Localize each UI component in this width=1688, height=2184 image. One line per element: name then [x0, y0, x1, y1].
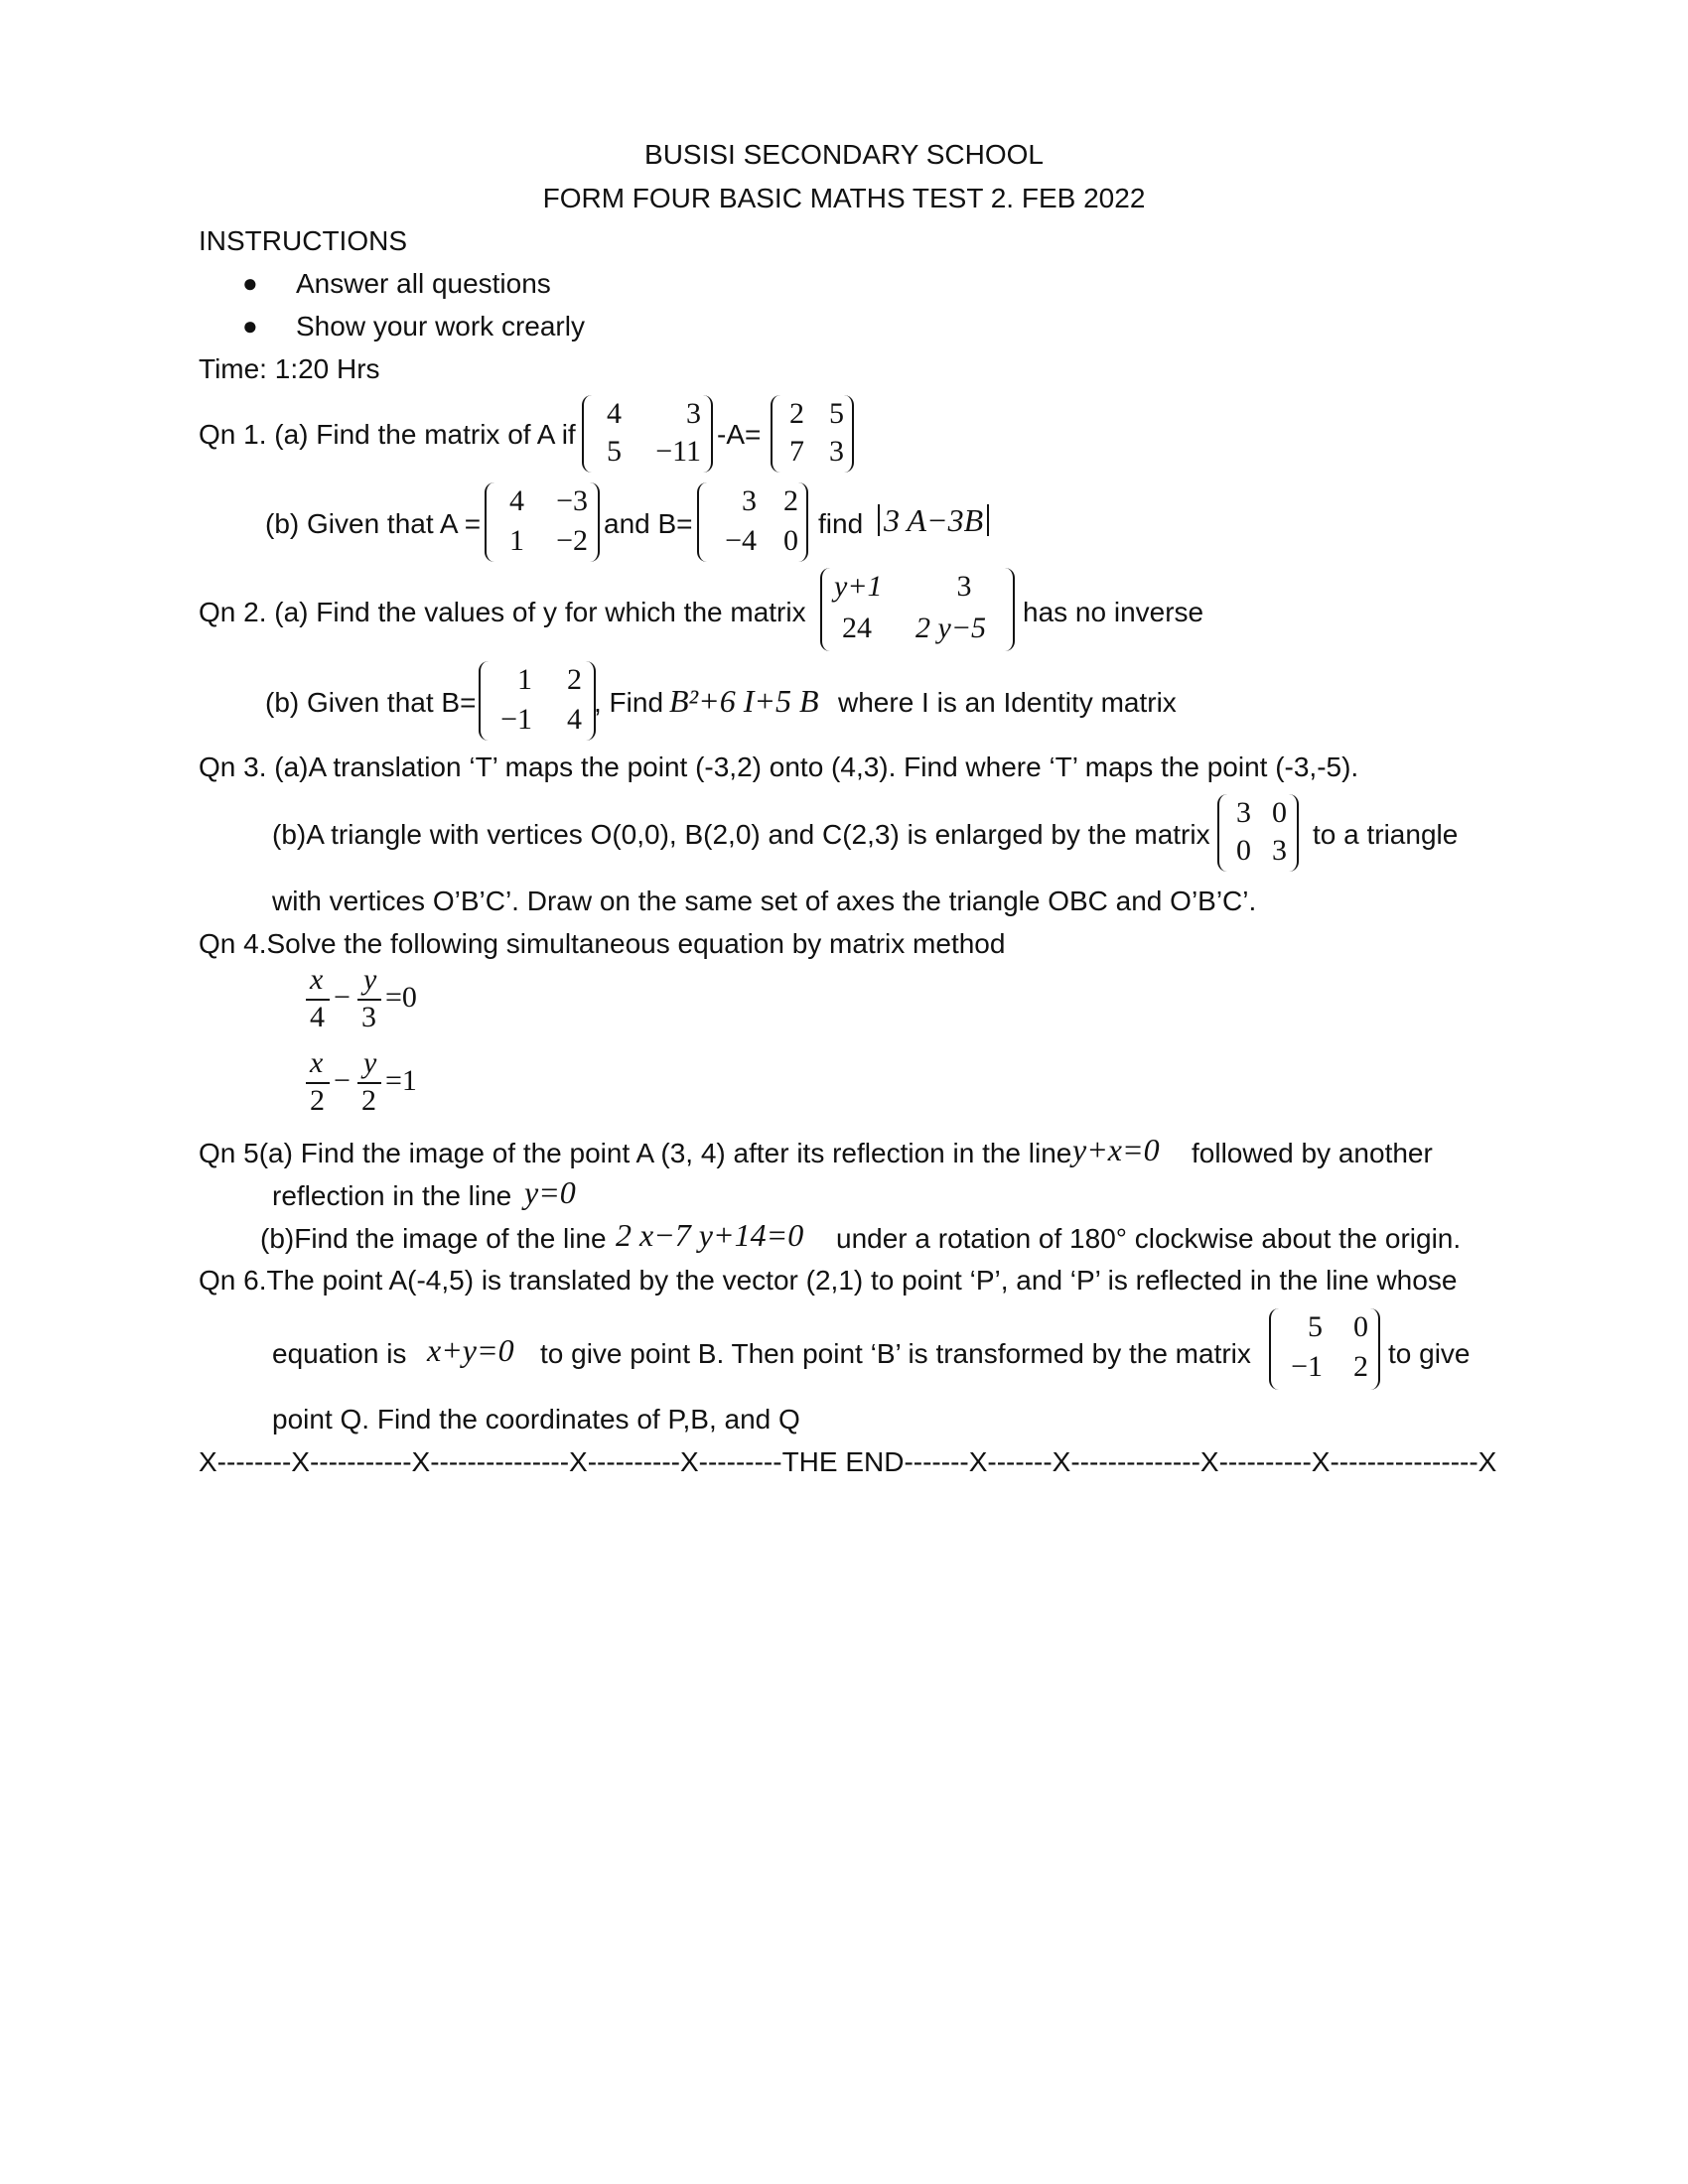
q6-line3: point Q. Find the coordinates of P,B, and Q — [272, 1404, 800, 1434]
instruction-item: Show your work crearly — [296, 311, 585, 341]
q1b-determinant-expression: 3 A−3B — [878, 504, 989, 536]
instruction-item: Answer all questions — [296, 268, 551, 299]
q5a-line-equation: y+x=0 — [1072, 1132, 1160, 1167]
instructions-heading: INSTRUCTIONS — [199, 225, 407, 256]
school-name: BUSISI SECONDARY SCHOOL — [644, 139, 1044, 170]
q5b-text: (b)Find the image of the line — [260, 1223, 607, 1254]
q3b-line2: with vertices O’B’C’. Draw on the same set of axes the triangle OBC and O’B’C’. — [272, 886, 1257, 916]
q5b-line-equation: 2 x−7 y+14=0 — [616, 1217, 804, 1253]
q2b-text: (b) Given that B= — [265, 687, 477, 718]
q2a-matrix: y+1 3 24 2 y−5 — [820, 568, 1015, 651]
q2a-text: Qn 2. (a) Find the values of y for which the matrix — [199, 597, 806, 627]
q3b-text: (b)A triangle with vertices O(0,0), B(2,0) and C(2,3) is enlarged by the matrix — [272, 819, 1210, 850]
the-end-footer: X--------X-----------X---------------X----------X---------THE END-------X-------X--------------X----------X----------------X — [199, 1446, 1497, 1477]
q1b-matrix-b: 3 2 −4 0 — [697, 482, 808, 562]
q4-equation-2: x 2 − y 2 =1 — [302, 1048, 441, 1120]
q2b-tail: where I is an Identity matrix — [838, 687, 1177, 718]
q1a-matrix-left: 4 3 5 −11 — [582, 395, 713, 473]
q1a-matrix-right: 2 5 7 3 — [771, 395, 854, 473]
q1b-and-b: and B= — [604, 508, 693, 539]
q3b-tail: to a triangle — [1313, 819, 1459, 850]
time-allowed: Time: 1:20 Hrs — [199, 353, 380, 384]
q4-equation-1: x 4 − y 3 =0 — [302, 965, 441, 1036]
q2b-expression: B²+6 I+5 B — [669, 683, 819, 719]
q6-line2-b: to give point B. Then point ‘B’ is transformed by the matrix — [540, 1338, 1251, 1369]
q6-line2-a: equation is — [272, 1338, 407, 1369]
q6-text: Qn 6.The point A(-4,5) is translated by the vector (2,1) to point ‘P’, and ‘P’ is reflected in the line whose — [199, 1265, 1458, 1296]
q5a-text: Qn 5(a) Find the image of the point A (3, 4) after its reflection in the line — [199, 1138, 1072, 1168]
q1b-matrix-a: 4 −3 1 −2 — [485, 482, 600, 562]
q3b-matrix: 3 0 0 3 — [1217, 794, 1299, 872]
q4-text: Qn 4.Solve the following simultaneous equation by matrix method — [199, 928, 1006, 959]
q5a-tail: followed by another — [1192, 1138, 1433, 1168]
q1b-text: (b) Given that A = — [265, 508, 482, 539]
q2b-find: , Find — [594, 687, 664, 718]
q2a-tail: has no inverse — [1023, 597, 1204, 627]
q1b-find: find — [818, 508, 864, 539]
q5b-tail: under a rotation of 180° clockwise about the origin. — [836, 1223, 1462, 1254]
q1a-text: Qn 1. (a) Find the matrix of A if — [199, 419, 576, 450]
q2b-matrix: 1 2 −1 4 — [479, 661, 596, 741]
bullet-icon: ● — [242, 311, 258, 341]
q5a-line2: reflection in the line — [272, 1180, 512, 1211]
q5a-line2-equation: y=0 — [524, 1174, 576, 1210]
q1a-minus-a: -A= — [717, 419, 762, 450]
bullet-icon: ● — [242, 268, 258, 298]
test-title: FORM FOUR BASIC MATHS TEST 2. FEB 2022 — [542, 183, 1146, 213]
q6-line-equation: x+y=0 — [427, 1332, 514, 1368]
q6-line2-c: to give — [1388, 1338, 1471, 1369]
q6-matrix: 5 0 −1 2 — [1269, 1308, 1380, 1390]
q3a-text: Qn 3. (a)A translation ‘T’ maps the point (-3,2) onto (4,3). Find where ‘T’ maps the point (-3,-5). — [199, 751, 1359, 782]
